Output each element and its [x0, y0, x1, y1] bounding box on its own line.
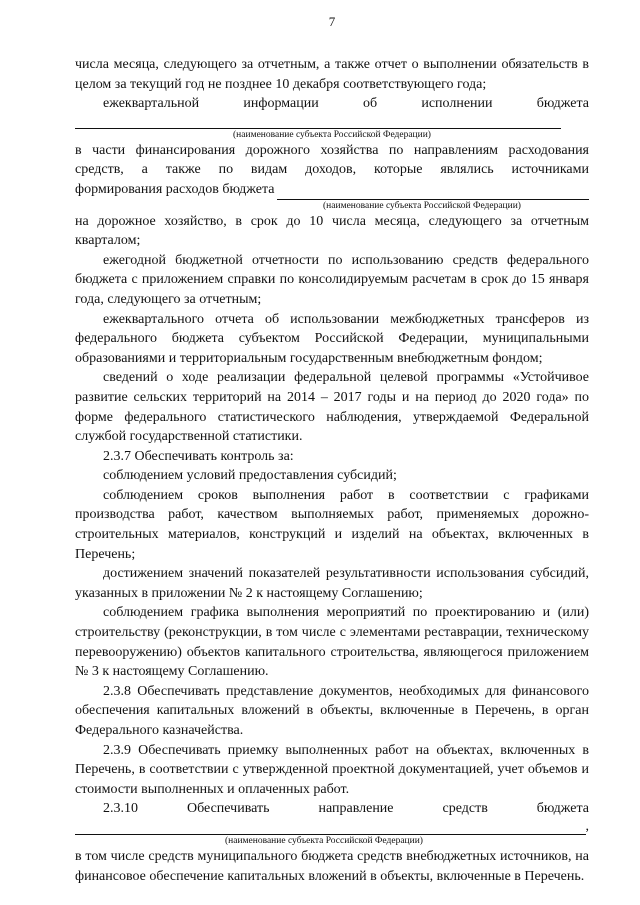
paragraph-13-start: 2.3.10 Обеспечивать направление средств бюджета — [103, 801, 589, 817]
paragraph-10: соблюдением графика выполнения мероприятий по проектированию и (или) строительству (реконструкции, в том числе с элементами реставрации, техническому перевооружению) объектов капитального строительства, являющегося приложением № 3 к настоящему Соглашению. — [75, 605, 589, 680]
paragraph-13-end: в том числе средств муниципального бюджета средств внебюджетных источников, на финансовое обеспечение капитальных вложений в объекты, включенные в Перечень. — [75, 848, 589, 884]
paragraph-9: достижением значений показателей результативности использования субсидий, указанных в приложении № 2 к настоящему Соглашению; — [75, 566, 589, 601]
paragraph-5: сведений о ходе реализации федеральной целевой программы «Устойчивое развитие сельских территорий на 2014 – 2017 годы и на период до 2020 года» по форме федерального статистического наблюдения, утверждаемой Федеральной службой государственной статистики. — [75, 370, 589, 445]
paragraph-11: 2.3.8 Обеспечивать представление документов, необходимых для финансового обеспечения капитальных вложений в объекты, включенные в Перечень, в орган Федерального казначейства. — [75, 683, 589, 738]
page-number: 7 — [328, 14, 336, 29]
document-page — [75, 0, 589, 905]
paragraph-3: ежегодной бюджетной отчетности по использованию средств федерального бюджета с приложением справки по консолидируемым расчетам в срок до 15 января года, следующего за отчетным; — [75, 252, 589, 307]
paragraph-13-blank-line — [75, 819, 589, 835]
subject-name-blank-2 — [277, 186, 589, 200]
subject-name-caption-3: (наименование субъекта Российской Федерации) — [225, 835, 423, 846]
subject-name-blank-1 — [75, 114, 561, 129]
paragraph-12: 2.3.9 Обеспечивать приемку выполненных работ на объектах, включенных в Перечень, в соответствии с утвержденной проектной документацией, учет объемов и стоимости выполненных и оплаченных работ. — [75, 742, 589, 797]
paragraph-7: соблюдением условий предоставления субсидий; — [103, 468, 397, 484]
paragraph-2-start: ежеквартальной информации об исполнении бюджета — [103, 96, 589, 112]
paragraph-1: числа месяца, следующего за отчетным, а также отчет о выполнении обязательств в целом за текущий год не позднее 10 декабря соответствующего года; — [75, 57, 589, 92]
paragraph-8: соблюдением сроков выполнения работ в соответствии с графиками производства работ, качеством выполняемых работ, применяемых дорожно-строительных материалов, конструкций и изделий на объектах, включенных в Перечень; — [75, 487, 589, 562]
paragraph-13-comma: , — [585, 818, 589, 834]
paragraph-2-form: формирования расходов бюджета — [75, 181, 275, 197]
paragraph-4: ежеквартального отчета об использовании межбюджетных трансферов из федерального бюджета субъектом Российской Федерации, муниципальными образованиями и территориальным государственным внебюджетным фондом; — [75, 311, 589, 366]
subject-name-caption-1: (наименование субъекта Российской Федерации) — [233, 129, 431, 140]
paragraph-2-end: на дорожное хозяйство, в срок до 10 числа месяца, следующего за отчетным кварталом; — [75, 213, 589, 249]
paragraph-6: 2.3.7 Обеспечивать контроль за: — [103, 448, 294, 464]
paragraph-2-form-line — [75, 180, 589, 200]
subject-name-blank-3 — [75, 821, 586, 835]
document-body — [75, 55, 589, 886]
paragraph-2-cont: в части финансирования дорожного хозяйства по направлениям расходования средств, а также по видам доходов, которые являлись источниками — [75, 142, 589, 178]
subject-name-caption-2: (наименование субъекта Российской Федерации) — [323, 200, 521, 211]
